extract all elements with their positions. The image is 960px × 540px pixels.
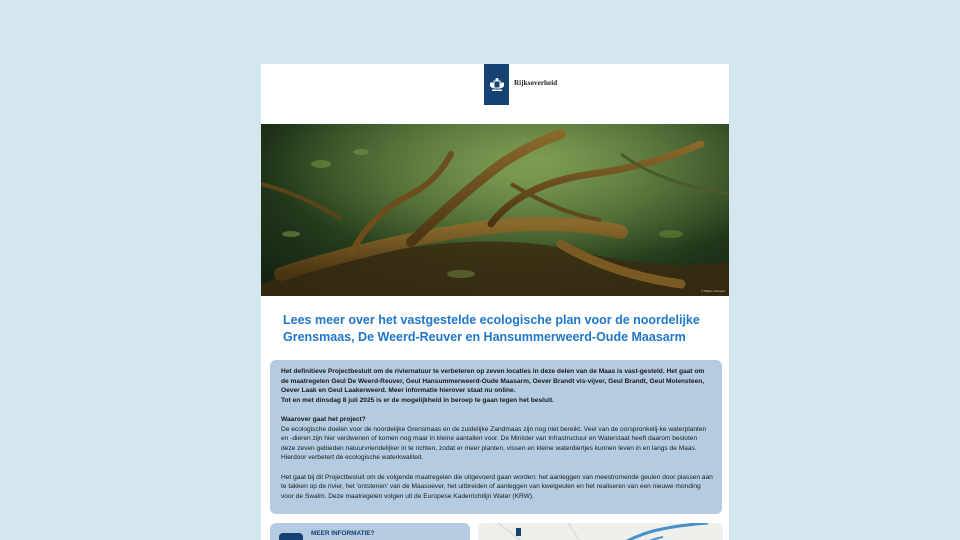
map	[478, 523, 723, 540]
underwater-photo	[261, 124, 729, 296]
coat-of-arms-icon	[488, 77, 506, 93]
deadline-text: Tot en met dinsdag 8 juli 2025 is er de mogelijkheid in beroep te gaan tegen het besluit.	[281, 396, 554, 404]
subheading: Waarover gaat het project?	[281, 415, 366, 423]
paragraph-2: Het gaat bij dit Projectbesluit om de volgende maatregelen die uitgevoerd gaan worden: het aanleggen van meestromende geulen door plassen aan te takken op de rivier, het 'ontstenen' van de Maasoever, het uitbreiden of aanleggen van kwelgeulen en het realiseren van een nieuwe monding voor de Swalm. Deze maatregelen volgen uit de Europese Kaderrichtlijn Water (KRW).	[281, 473, 713, 500]
more-info-label: MEER INFORMATIE?	[311, 530, 375, 537]
rijksoverheid-logo	[484, 64, 509, 105]
photo-credit: © Willem Kolvoort	[701, 289, 725, 293]
intro-text: Het definitieve Projectbesluit om de riviernatuur te verbeteren op zeven locaties in deze delen van de Maas is vast-gesteld. Het gaat om de maatregelen Geul De Weerd-Reuver, Geul Hansummerweerd-Oude Maasarm, Oever Brandt vis-vijver, Geul Brandt, Geul Molensteen, Oever Laak en Geul Laakerweerd. Meer informatie hierover staat nu online.	[281, 368, 705, 395]
more-info-box	[270, 523, 470, 540]
info-text	[281, 367, 713, 501]
page-title: Lees meer over het vastgestelde ecologische plan voor de noordelijke Grensmaas, De Weerd-Reuver en Hansummerweerd-Oude Maasarm	[283, 313, 700, 344]
info-icon	[279, 533, 303, 540]
logo-text: Rijksoverheid	[514, 79, 558, 87]
paragraph-1: De ecologische doelen voor de noordelijke Grensmaas en de zuidelijke Zandmaas zijn nog niet bereikt. Veel van de oorspronkelij-ke waterplanten en -dieren zijn hier verdwenen of komen nog maar in kleine aantallen voor. De Minister van Infrastructuur en Waterstaat heeft daarom besloten deze zeven gebieden natuurvriendelijker in te richten, zodat er meer planten, vissen en kleine waterdiertjes kunnen leven in en langs de Maas. Hierdoor verbetert de ecologische waterkwaliteit.	[281, 425, 707, 462]
map-image	[478, 523, 723, 540]
header	[261, 64, 729, 124]
underwater-roots-image	[261, 124, 729, 296]
info-box	[270, 360, 722, 514]
flyer-page	[261, 64, 729, 540]
